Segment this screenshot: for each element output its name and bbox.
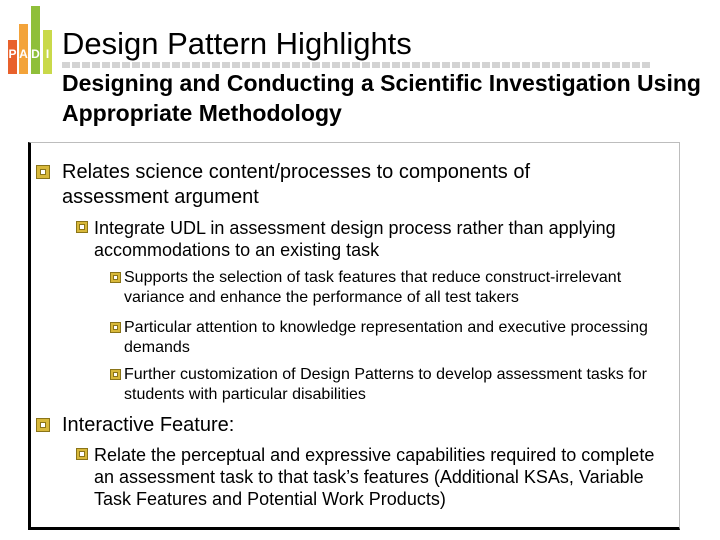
bullet-text: Supports the selection of task features that reduce construct-irrelevant variance and enhance the performance of all test takers — [124, 269, 622, 306]
logo-letter-d: D — [31, 47, 40, 61]
bullet-item — [36, 160, 606, 210]
bullet-text: Relates science content/processes to components of assessment argument — [62, 161, 531, 208]
padi-logo — [4, 4, 60, 76]
checkbox-bullet-icon — [110, 322, 121, 333]
logo-letter-a: A — [19, 47, 28, 61]
checkbox-bullet-icon — [76, 221, 88, 233]
bullet-text: Further customization of Design Patterns to develop assessment tasks for students with particular disabilities — [124, 366, 647, 403]
bullet-text: Integrate UDL in assessment design process rather than applying accommodations to an existing task — [94, 218, 616, 260]
sub-bullet-item — [76, 217, 616, 261]
bullet-text: Relate the perceptual and expressive capabilities required to complete an assessment task to that task’s features (Additional KSAs, Variable Task Features and Potential Work Products) — [94, 445, 655, 509]
bullet-item — [36, 413, 606, 438]
bullet-text: Particular attention to knowledge representation and executive processing demands — [124, 319, 648, 356]
checkbox-bullet-icon — [36, 418, 50, 432]
checkbox-bullet-icon — [110, 369, 121, 380]
checkbox-bullet-icon — [76, 448, 88, 460]
sub-sub-bullet-item — [110, 268, 670, 308]
checkbox-bullet-icon — [110, 272, 121, 283]
logo-letter-p: P — [8, 47, 17, 61]
page-subtitle: Designing and Conducting a Scientific Investigation Using Appropriate Methodology — [62, 70, 701, 126]
sub-sub-bullet-item — [110, 365, 670, 405]
sub-sub-bullet-item — [110, 318, 670, 358]
logo-letter-i: I — [45, 47, 50, 61]
bullet-text: Interactive Feature: — [62, 414, 235, 436]
checkbox-bullet-icon — [36, 165, 50, 179]
page-title: Design Pattern Highlights — [62, 26, 412, 61]
sub-bullet-item — [76, 444, 666, 510]
logo-bar-d — [31, 6, 40, 74]
